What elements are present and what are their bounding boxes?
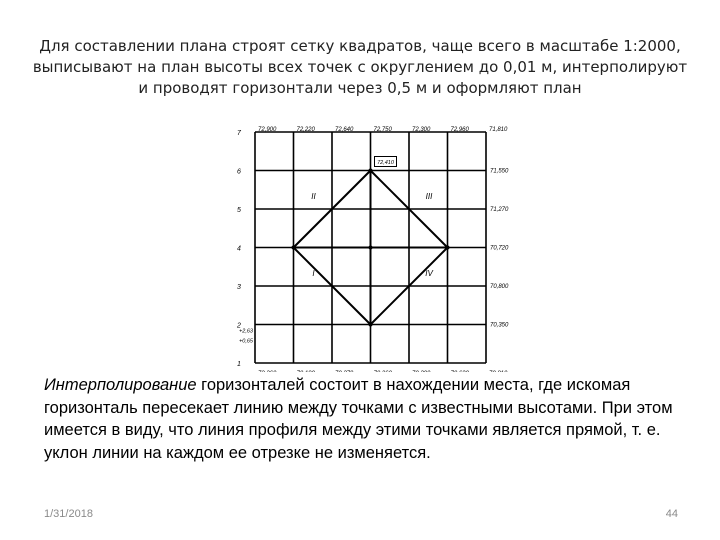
interpolation-term: Интерполирование: [44, 376, 197, 394]
row-label: 3: [237, 284, 241, 291]
roman-numeral-label: IV: [425, 269, 433, 278]
diamond-vertex-point: [369, 169, 373, 173]
right-elevation: 71,270: [490, 207, 509, 213]
top-elevation: 72,220: [296, 127, 315, 133]
page-number: 44: [665, 508, 678, 520]
diamond-vertex-point: [369, 323, 373, 327]
right-elevation: 71,550: [490, 168, 509, 175]
row-label: 7: [237, 130, 241, 137]
roman-numeral-label: II: [311, 192, 316, 201]
row-label: 1: [237, 361, 241, 368]
bottom-elevation: [335, 371, 354, 372]
body-text-rest: горизонталей состоит в нахождении места, где искомая горизонталь пересекает линию между точками с известными высотами. При этом имеется в виду, что линия профиля между этими точками является прямой, т. е. уклон линии на каждом ее отрезке не изменяется.: [44, 376, 673, 462]
right-elevation: 70,350: [490, 322, 509, 329]
top-elevation: 72,640: [335, 127, 354, 133]
top-elevation: 71,810: [489, 127, 508, 133]
roman-numeral-label: I: [312, 269, 315, 278]
footer-date: 1/31/2018: [44, 508, 93, 520]
top-elevation: 72,300: [412, 127, 431, 133]
right-elevation: 70,800: [490, 284, 509, 290]
row-label: 2: [237, 322, 241, 330]
elevation-grid-plan: [225, 122, 525, 372]
bottom-elevation: [297, 371, 316, 372]
slide-title: Для составлении плана строят сетку квадратов, чаще всего в масштабе 1:2000, выписывают на план высоты всех точек с округлением до 0,01 м, интерполируют и проводят горизонтали через 0,5 м и оформляют план: [32, 37, 688, 97]
body-paragraph: [44, 374, 684, 464]
diamond-vertex-point: [292, 246, 296, 250]
bottom-elevation: [412, 371, 431, 372]
left-mark: +0,65: [239, 338, 253, 345]
highlighted-elevation: 72,410: [377, 160, 394, 166]
row-label: 4: [237, 245, 241, 253]
left-mark: +2,63: [239, 328, 253, 335]
row-label: 6: [237, 168, 241, 176]
bottom-elevation: [374, 371, 393, 372]
top-elevation: 72,750: [373, 127, 392, 133]
right-elevation: 70,720: [490, 245, 509, 252]
center-point: [369, 246, 373, 250]
top-elevation: 72,900: [258, 127, 277, 133]
diamond-vertex-point: [446, 246, 450, 250]
bottom-elevation: [258, 371, 277, 372]
top-elevation: 72,960: [450, 127, 469, 133]
bottom-elevation: [451, 371, 470, 372]
roman-numeral-label: III: [425, 192, 433, 201]
bottom-elevation: [489, 371, 508, 372]
row-label: 5: [237, 207, 241, 214]
